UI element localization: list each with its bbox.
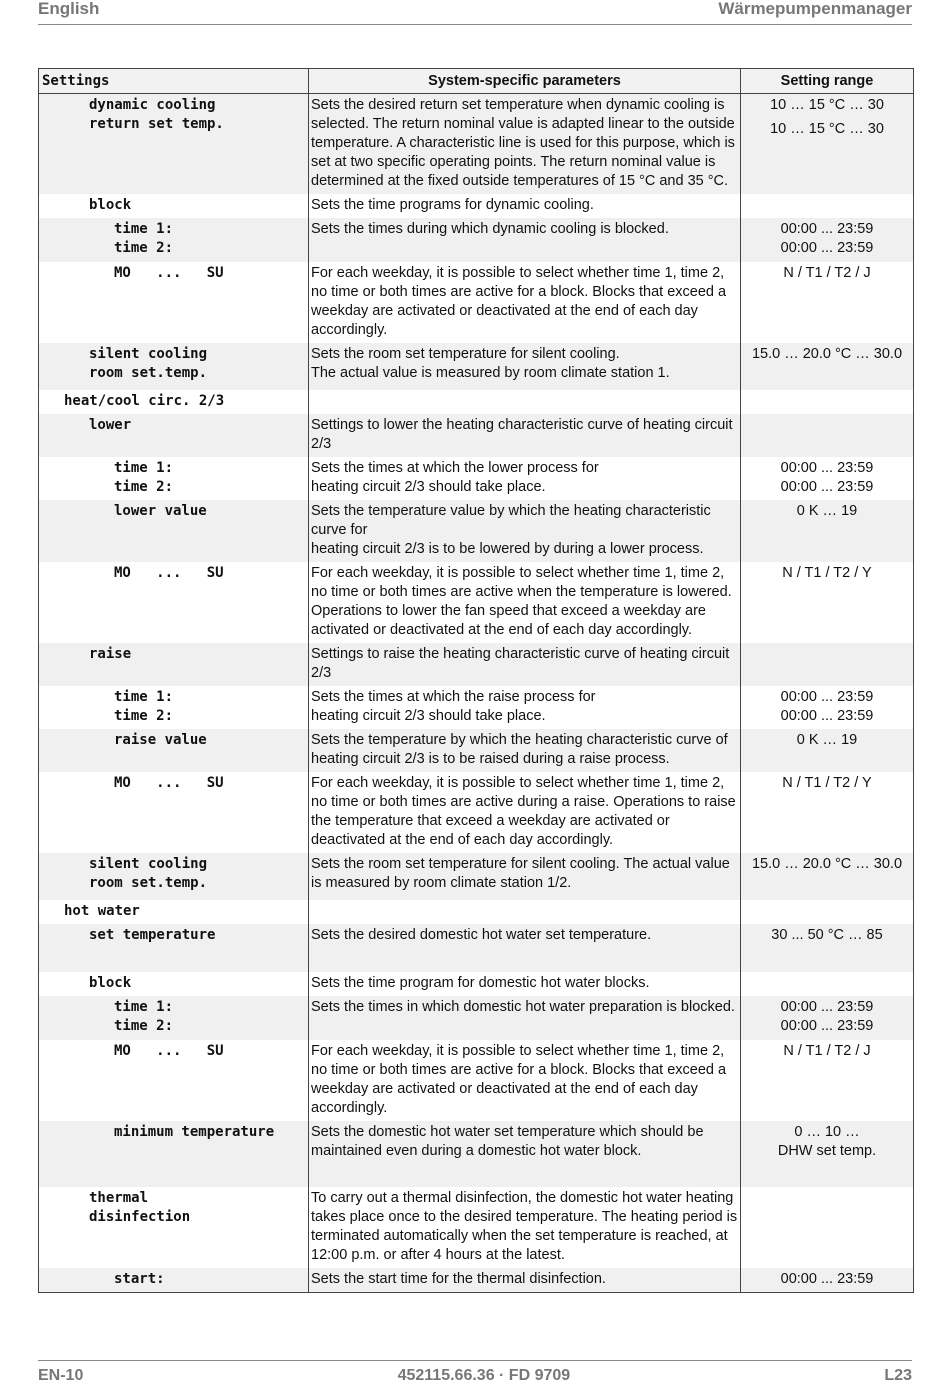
setting-range — [741, 390, 914, 414]
setting-name: set temperature — [39, 924, 309, 972]
setting-description: Sets the start time for the thermal disinfection. — [309, 1268, 741, 1293]
range-value: 15.0 … 20.0 °C … 30.0 — [751, 346, 903, 362]
setting-name: block — [39, 972, 309, 996]
table-row — [39, 343, 914, 390]
page-header — [38, 0, 912, 25]
setting-description: Sets the desired return set temperature when dynamic cooling is selected. The return nominal value is adapted linear to the outside temperature. A characteristic line is used for this purpose, which is set at two specific operating points. The return nominal value is determined at the fixed outside temperatures of 15 °C and 35 °C. — [309, 94, 741, 195]
setting-range — [741, 218, 914, 262]
column-header-range: Setting range — [741, 69, 914, 94]
table-row — [39, 853, 914, 900]
range-value: 00:00 ... 23:59 — [780, 240, 874, 256]
table-header-row — [39, 69, 914, 94]
range-value: N / T1 / T2 / J — [783, 1043, 871, 1059]
setting-range — [741, 729, 914, 772]
setting-description — [309, 900, 741, 924]
table-row — [39, 500, 914, 562]
range-value: 00:00 ... 23:59 — [780, 708, 874, 724]
table-row — [39, 1187, 914, 1268]
table-row — [39, 218, 914, 262]
setting-range — [741, 853, 914, 900]
setting-range — [741, 1040, 914, 1121]
setting-range — [741, 900, 914, 924]
setting-name: lower — [39, 414, 309, 457]
range-value: N / T1 / T2 / Y — [782, 775, 872, 791]
footer-code: L23 — [884, 1367, 912, 1384]
setting-description — [309, 390, 741, 414]
setting-range — [741, 414, 914, 457]
range-value: 00:00 ... 23:59 — [780, 1271, 874, 1287]
setting-range — [741, 94, 914, 195]
setting-name: raise value — [39, 729, 309, 772]
range-value: 00:00 ... 23:59 — [780, 460, 874, 476]
setting-description: Sets the times at which the lower process for heating circuit 2/3 should take place. — [309, 457, 741, 500]
range-value: 30 ... 50 °C … 85 — [771, 927, 883, 943]
setting-description: For each weekday, it is possible to select whether time 1, time 2, no time or both times are active when the temperature is lowered. Operations to lower the fan speed that exceed a weekday are activated or deactivated at the end of each day accordingly. — [309, 562, 741, 643]
setting-range — [741, 643, 914, 686]
table-row — [39, 414, 914, 457]
range-value: 15.0 … 20.0 °C … 30.0 — [751, 856, 903, 872]
setting-description: For each weekday, it is possible to select whether time 1, time 2, no time or both times are active for a block. Blocks that exceed a weekday are activated or deactivated at the end of each day accordingly. — [309, 262, 741, 343]
setting-name: silent cooling room set.temp. — [39, 343, 309, 390]
range-value: 00:00 ... 23:59 — [780, 999, 874, 1015]
setting-name: minimum temperature — [39, 1121, 309, 1187]
header-product: Wärmepumpenmanager — [718, 0, 912, 18]
setting-description: Settings to lower the heating characteristic curve of heating circuit 2/3 — [309, 414, 741, 457]
setting-description: For each weekday, it is possible to select whether time 1, time 2, no time or both times are active for a block. Blocks that exceed a weekday are activated or deactivated at the end of each day accordingly. — [309, 1040, 741, 1121]
range-value: 00:00 ... 23:59 — [780, 479, 874, 495]
range-value: N / T1 / T2 / Y — [782, 565, 872, 581]
table-body — [39, 94, 914, 1293]
setting-description: Sets the temperature value by which the heating characteristic curve for heating circuit 2/3 is to be lowered by during a lower process. — [309, 500, 741, 562]
setting-range — [741, 996, 914, 1040]
settings-table — [38, 68, 914, 1293]
table-row — [39, 996, 914, 1040]
table-row — [39, 686, 914, 729]
setting-range — [741, 972, 914, 996]
setting-name: hot water — [39, 900, 309, 924]
range-value: 0 K … 19 — [796, 503, 858, 519]
page-footer — [38, 1360, 912, 1385]
setting-range — [741, 343, 914, 390]
table-row — [39, 194, 914, 218]
setting-name: block — [39, 194, 309, 218]
header-language: English — [38, 0, 100, 18]
setting-range — [741, 194, 914, 218]
setting-name: heat/cool circ. 2/3 — [39, 390, 309, 414]
footer-page-number: EN-10 — [38, 1367, 84, 1384]
table-row — [39, 562, 914, 643]
setting-name: raise — [39, 643, 309, 686]
setting-range — [741, 562, 914, 643]
setting-name: time 1: time 2: — [39, 218, 309, 262]
range-value: 00:00 ... 23:59 — [780, 689, 874, 705]
range-value: 00:00 ... 23:59 — [780, 1018, 874, 1034]
setting-range — [741, 1187, 914, 1268]
setting-description: Sets the temperature by which the heating characteristic curve of heating circuit 2/3 is to be raised during a raise process. — [309, 729, 741, 772]
setting-description: Sets the times during which dynamic cooling is blocked. — [309, 218, 741, 262]
setting-range — [741, 1121, 914, 1187]
table-row — [39, 457, 914, 500]
table-row — [39, 729, 914, 772]
setting-name: time 1: time 2: — [39, 996, 309, 1040]
setting-name: MO ... SU — [39, 262, 309, 343]
table-row — [39, 1268, 914, 1293]
setting-range — [741, 500, 914, 562]
table-row — [39, 1040, 914, 1121]
setting-range — [741, 457, 914, 500]
table-row — [39, 772, 914, 853]
setting-name: thermal disinfection — [39, 1187, 309, 1268]
table-row — [39, 924, 914, 972]
setting-range — [741, 924, 914, 972]
column-header-settings: Settings — [39, 69, 309, 94]
setting-name: MO ... SU — [39, 1040, 309, 1121]
table-row — [39, 643, 914, 686]
column-header-parameters: System-specific parameters — [309, 69, 741, 94]
range-value: DHW set temp. — [777, 1143, 877, 1159]
setting-name: time 1: time 2: — [39, 457, 309, 500]
setting-range — [741, 686, 914, 729]
setting-name: start: — [39, 1268, 309, 1293]
table-row — [39, 1121, 914, 1187]
setting-description: Sets the desired domestic hot water set temperature. — [309, 924, 741, 972]
range-value: N / T1 / T2 / J — [783, 265, 871, 281]
setting-description: Sets the room set temperature for silent cooling. The actual value is measured by room climate station 1. — [309, 343, 741, 390]
setting-range — [741, 1268, 914, 1293]
table-row — [39, 94, 914, 195]
setting-name: lower value — [39, 500, 309, 562]
setting-description: To carry out a thermal disinfection, the domestic hot water heating takes place once to the desired temperature. The heating period is terminated automatically when the set temperature is reached, at 12:00 p.m. or after 4 hours at the latest. — [309, 1187, 741, 1268]
setting-name: dynamic cooling return set temp. — [39, 94, 309, 195]
setting-description: Sets the time programs for dynamic cooling. — [309, 194, 741, 218]
range-value: 10 … 15 °C … 30 — [770, 121, 884, 137]
setting-name: time 1: time 2: — [39, 686, 309, 729]
setting-description: For each weekday, it is possible to select whether time 1, time 2, no time or both times are active during a raise. Operations to raise the temperature that exceed a weekday are activated or deactivated at the end of each day accordingly. — [309, 772, 741, 853]
setting-description: Sets the times in which domestic hot water preparation is blocked. — [309, 996, 741, 1040]
setting-range — [741, 262, 914, 343]
setting-range — [741, 772, 914, 853]
table-row — [39, 262, 914, 343]
setting-name: silent cooling room set.temp. — [39, 853, 309, 900]
setting-name: MO ... SU — [39, 562, 309, 643]
setting-description: Settings to raise the heating characteristic curve of heating circuit 2/3 — [309, 643, 741, 686]
setting-description: Sets the domestic hot water set temperature which should be maintained even during a domestic hot water block. — [309, 1121, 741, 1187]
range-value: 0 … 10 … — [794, 1124, 860, 1140]
table-row — [39, 900, 914, 924]
setting-name: MO ... SU — [39, 772, 309, 853]
setting-description: Sets the time program for domestic hot water blocks. — [309, 972, 741, 996]
range-value: 0 K … 19 — [796, 732, 858, 748]
setting-description: Sets the room set temperature for silent cooling. The actual value is measured by room climate station 1/2. — [309, 853, 741, 900]
footer-document-id: 452115.66.36 · FD 9709 — [397, 1367, 571, 1384]
range-value: 10 … 15 °C … 30 — [770, 97, 884, 113]
range-value: 00:00 ... 23:59 — [780, 221, 874, 237]
table-row — [39, 390, 914, 414]
table-row — [39, 972, 914, 996]
setting-description: Sets the times at which the raise process for heating circuit 2/3 should take place. — [309, 686, 741, 729]
